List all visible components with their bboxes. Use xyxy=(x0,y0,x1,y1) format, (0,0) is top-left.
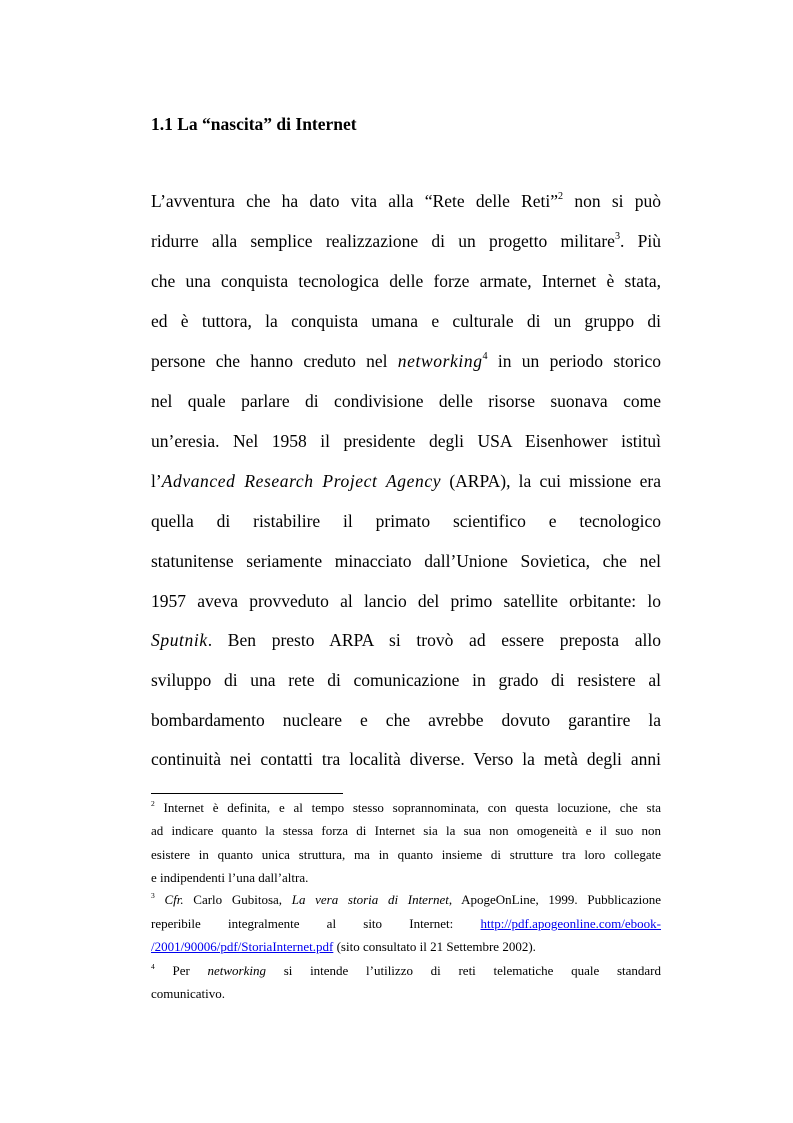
body-line-14: bombardamento nucleare e che avrebbe dovuto garantire la xyxy=(151,710,661,730)
footnote-4-line-2: comunicativo. xyxy=(151,986,226,1001)
footnote-ref-4: 4 xyxy=(482,350,488,362)
footnote-4-line-1: $^4$ Per networking si intende l’utilizzo di reti telematiche quale standard xyxy=(151,961,661,978)
body-line-15: continuità nei contatti tra località diverse. Verso la metà degli anni xyxy=(151,749,661,769)
body-line-5: persone che hanno creduto nel networking$^4$ in un periodo storico xyxy=(151,350,661,371)
footnote-2-line-3: esistere in quanto unica struttura, ma in quanto insieme di strutture tra loro collegate xyxy=(151,847,661,862)
body-line-4: ed è tuttora, la conquista umana e culturale di un gruppo di xyxy=(151,311,661,331)
footnote-2-line-2: ad indicare quanto la stessa forza di Internet sia la sua non omogeneità e il suo non xyxy=(151,823,661,838)
section-heading: 1.1 La “nascita” di Internet xyxy=(151,114,357,134)
footnote-3-link[interactable]: http://pdf.apogeonline.com/ebook- xyxy=(480,916,661,931)
body-line-1: L’avventura che ha dato vita alla “Rete delle Reti”$^2$ non si può xyxy=(151,190,661,211)
body-line-12: Sputnik. Ben presto ARPA si trovò ad essere preposta allo xyxy=(151,630,661,650)
body-line-7: un’eresia. Nel 1958 il presidente degli USA Eisenhower istituì xyxy=(151,431,661,451)
body-line-8: l’Advanced Research Project Agency (ARPA), la cui missione era xyxy=(151,471,661,491)
footnote-ref-2: 2 xyxy=(558,190,564,202)
footnote-2-line-1: $^2$ Internet è definita, e al tempo stesso soprannominata, con questa locuzione, che sta xyxy=(151,798,661,815)
footnote-3-line-3: /2001/90006/pdf/StoriaInternet.pdf (sito consultato il 21 Settembre 2002). xyxy=(151,939,536,954)
body-line-10: statunitense seriamente minacciato dall’Unione Sovietica, che nel xyxy=(151,551,661,571)
footnote-3-line-1: $^3$ Cfr. Carlo Gubitosa, La vera storia di Internet, ApogeOnLine, 1999. Pubblicazione xyxy=(151,890,661,907)
body-line-6: nel quale parlare di condivisione delle risorse suonava come xyxy=(151,391,661,411)
footnote-separator xyxy=(151,793,343,794)
body-line-11: 1957 aveva provveduto al lancio del primo satellite orbitante: lo xyxy=(151,591,661,611)
body-line-3: che una conquista tecnologica delle forze armate, Internet è stata, xyxy=(151,271,661,291)
footnote-2-line-4: e indipendenti l’una dall’altra. xyxy=(151,870,309,885)
body-line-2: ridurre alla semplice realizzazione di un progetto militare$^3$. Più xyxy=(151,230,661,251)
footnote-3-line-2: reperibile integralmente al sito Internet: http://pdf.apogeonline.com/ebook- xyxy=(151,916,661,931)
footnote-ref-3: 3 xyxy=(614,230,621,242)
body-line-13: sviluppo di una rete di comunicazione in grado di resistere al xyxy=(151,670,661,690)
footnote-3-link-continued[interactable]: /2001/90006/pdf/StoriaInternet.pdf xyxy=(151,939,334,954)
body-line-9: quella di ristabilire il primato scientifico e tecnologico xyxy=(151,511,661,531)
